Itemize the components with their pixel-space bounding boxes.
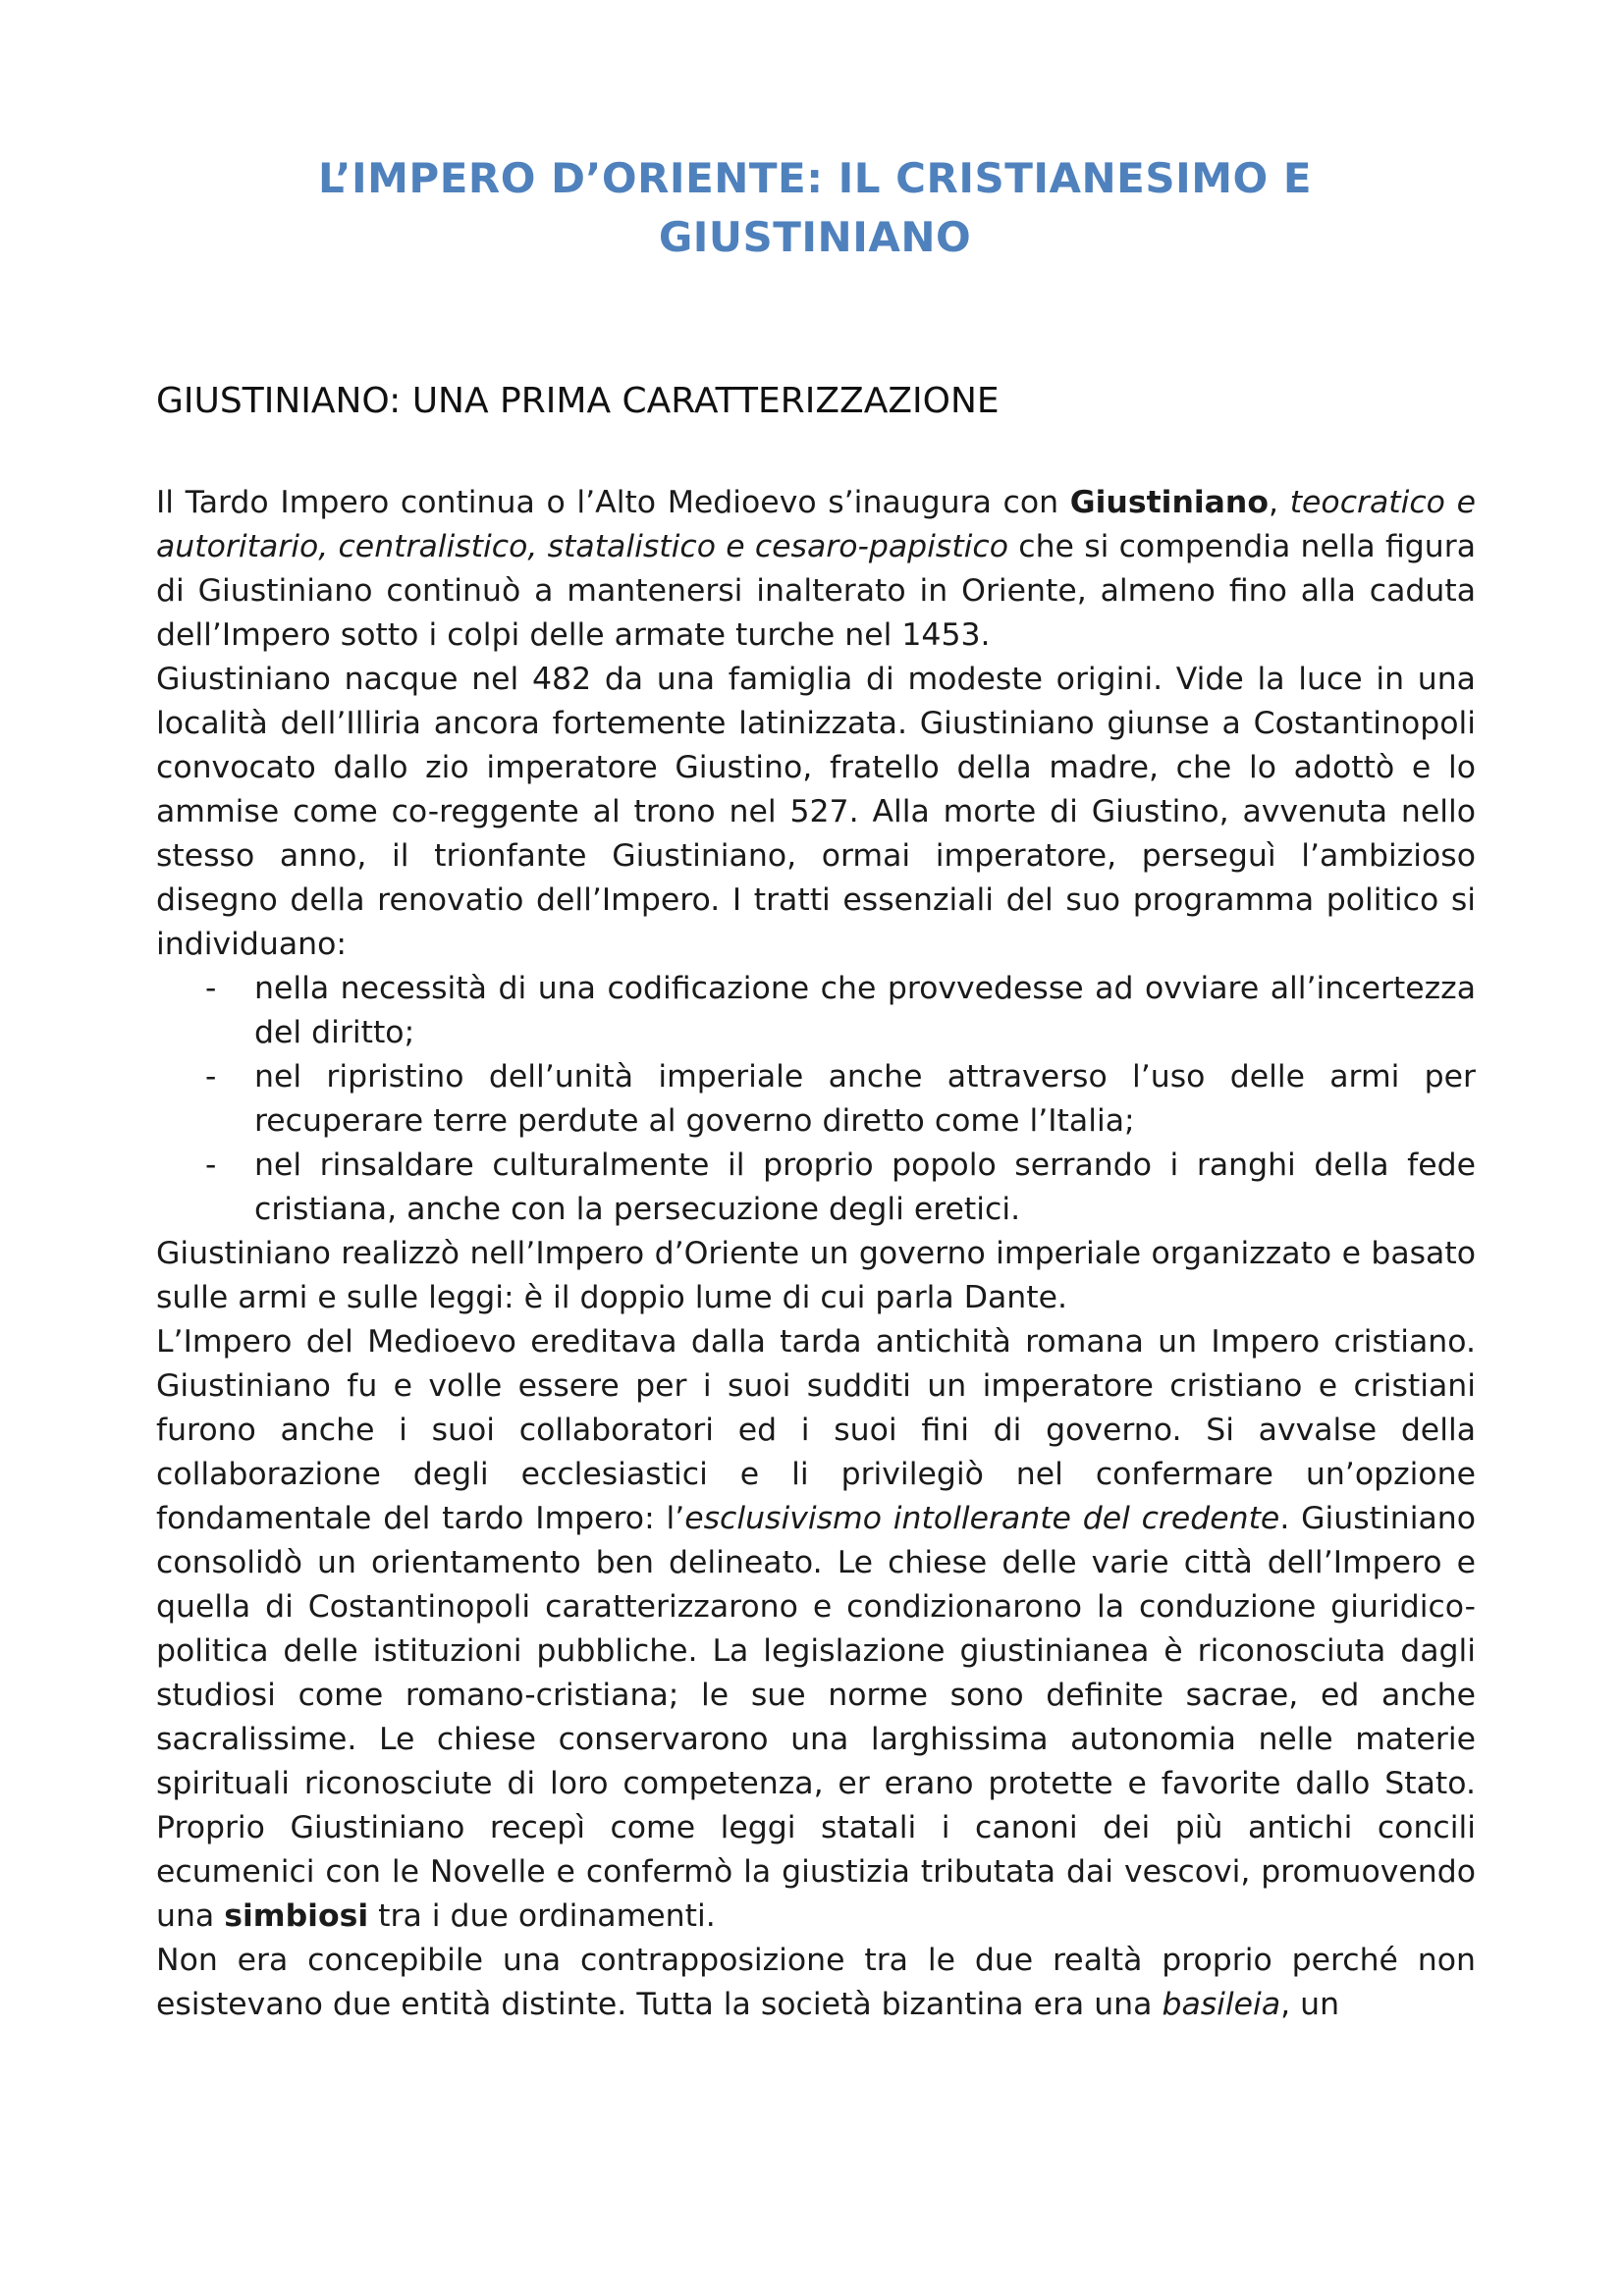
document-title [157,149,1473,267]
document-body [156,481,1476,2027]
list-item [156,1144,1476,1232]
program-list [156,967,1476,1232]
title-line-1: L’IMPERO D’ORIENTE: IL CRISTIANESIMO E [317,154,1313,202]
list-item-text: nel rinsaldare culturalmente il proprio popolo serrando i ranghi della fede cristiana, anche con la persecuzione degli eretici. [254,1148,1476,1227]
title-line-2: GIUSTINIANO [658,213,972,261]
christian-text-1: L’Impero del Medioevo ereditava dalla tarda antichità romana un Impero cristiano. Giustiniano fu e volle essere per i suoi sudditi un imperatore cristiano e cristiani furono anche i suoi collaboratori ed i suoi fini di governo. Si avvalse della collaborazione degli ecclesiastici e li privilegiò nel confermare un’opzione fondamentale del tardo Impero: l’ [156,1324,1476,1536]
christian-text-2: . Giustiniano consolidò un orientamento ben delineato. Le chiese delle varie città dell’Impero e quella di Costantinopoli caratterizzarono e condizionarono la conduzione giuridico-politica delle istituzioni pubbliche. La legislazione giustinianea è riconosciuta dagli studiosi come romano-cristiana; le sue norme sono definite sacrae, ed anche sacralissime. Le chiese conservarono una larghissima autonomia nelle materie spirituali riconosciute di loro competenza, er erano protette e favorite dallo Stato. Proprio Giustiniano recepì come leggi statali i canoni dei più antichi concili ecumenici con le Novelle e confermò la giustizia tributata dai vescovi, promuovendo una [156,1501,1477,1934]
section-heading: GIUSTINIANO: UNA PRIMA CARATTERIZZAZIONE [156,381,1000,421]
christian-bold-simbiosi: simbiosi [224,1898,369,1934]
intro-bold-giustiniano: Giustiniano [1069,485,1269,520]
basileia-text-1: Non era concepibile una contrapposizione tra le due realtà proprio perché non esistevano due entità distinte. Tutta la società bizantina era una [156,1943,1476,2022]
paragraph-government: Giustiniano realizzò nell’Impero d’Oriente un governo imperiale organizzato e basato sulle armi e sulle leggi: è il doppio lume di cui parla Dante. [156,1236,1476,1315]
christian-text-3: tra i due ordinamenti. [368,1898,716,1934]
basileia-italic: basileia [1162,1987,1281,2022]
intro-italic-attributes: teocratico e autoritario, centralistico, statalistico e cesaro-papistico [156,485,1476,564]
list-dash: - [205,1148,217,1183]
paragraph-christian-empire [156,1320,1476,1939]
paragraph-basileia [156,1939,1476,2027]
basileia-text-2: , un [1280,1987,1340,2022]
list-item [156,1055,1476,1144]
christian-italic-esclusivismo: esclusivismo intollerante del credente [684,1501,1280,1536]
list-item-text: nel ripristino dell’unità imperiale anche attraverso l’uso delle armi per recuperare terre perdute al governo diretto come l’Italia; [254,1059,1476,1139]
list-item-text: nella necessità di una codificazione che provvedesse ad ovviare all’incertezza del diritto; [254,971,1476,1050]
paragraph-biography: Giustiniano nacque nel 482 da una famiglia di modeste origini. Vide la luce in una località dell’Illiria ancora fortemente latinizzata. Giustiniano giunse a Costantinopoli convocato dallo zio imperatore Giustino, fratello della madre, che lo adottò e lo ammise come co-reggente al trono nel 527. Alla morte di Giustino, avvenuta nello stesso anno, il trionfante Giustiniano, ormai imperatore, perseguì l’ambizioso disegno della renovatio dell’Impero. I tratti essenziali del suo programma politico si individuano: [156,662,1476,962]
list-item [156,967,1476,1055]
list-dash: - [205,1059,217,1095]
list-dash: - [205,971,217,1006]
intro-text-1: Il Tardo Impero continua o l’Alto Medioevo s’inaugura con [156,485,1070,520]
intro-text-3: che si compendia nella figura di Giustiniano continuò a mantenersi inalterato in Oriente, almeno fino alla caduta dell’Impero sotto i colpi delle armate turche nel 1453. [156,529,1476,653]
paragraph-intro [156,481,1476,658]
intro-text-2: , [1269,485,1290,520]
